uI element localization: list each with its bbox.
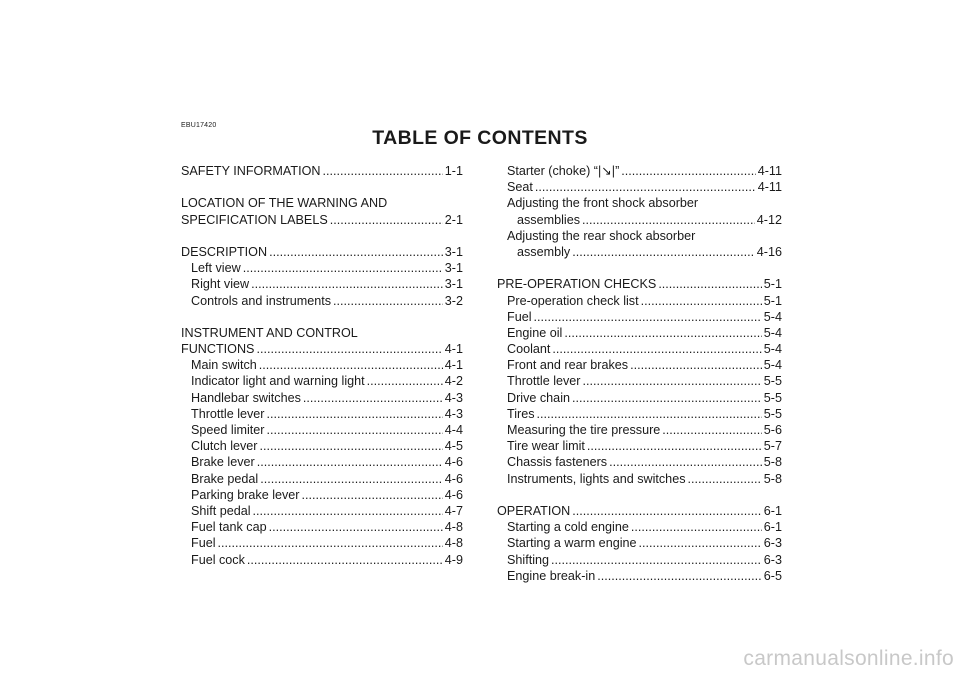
toc-entry-title: Brake pedal bbox=[191, 471, 259, 486]
document-code: EBU17420 bbox=[181, 122, 217, 129]
toc-dot-leader bbox=[535, 179, 756, 195]
toc-entry-title: Throttle lever bbox=[191, 406, 265, 421]
toc-section-entry[interactable] bbox=[181, 244, 463, 260]
toc-page-number: 5-5 bbox=[763, 390, 782, 405]
toc-page-number: 3-1 bbox=[444, 277, 463, 292]
toc-entry-title: Adjusting the front shock absorber bbox=[507, 196, 699, 211]
toc-page-number: 4-11 bbox=[757, 180, 782, 195]
toc-page-number: 4-1 bbox=[444, 358, 463, 373]
toc-dot-leader bbox=[269, 519, 443, 535]
toc-entry-title: DESCRIPTION bbox=[181, 244, 268, 259]
toc-dot-leader bbox=[243, 260, 443, 276]
toc-section-entry[interactable] bbox=[181, 341, 463, 357]
toc-section-entry[interactable] bbox=[497, 503, 782, 519]
toc-entry-title: FUNCTIONS bbox=[181, 342, 255, 357]
toc-entry-title: Front and rear brakes bbox=[507, 358, 629, 373]
toc-page-number: 4-7 bbox=[444, 503, 463, 518]
toc-entry[interactable] bbox=[497, 471, 782, 487]
toc-section-entry[interactable] bbox=[181, 325, 463, 341]
toc-entry[interactable] bbox=[497, 325, 782, 341]
toc-entry[interactable] bbox=[497, 309, 782, 325]
toc-dot-leader bbox=[256, 341, 442, 357]
toc-page-number: 4-8 bbox=[444, 536, 463, 551]
toc-entry-title: Fuel tank cap bbox=[191, 520, 267, 535]
toc-entry[interactable] bbox=[497, 195, 782, 211]
toc-page-number: 4-5 bbox=[444, 439, 463, 454]
toc-dot-leader bbox=[582, 212, 755, 228]
toc-entry[interactable] bbox=[181, 357, 463, 373]
toc-dot-leader bbox=[257, 454, 443, 470]
toc-page-number: 4-3 bbox=[444, 406, 463, 421]
toc-entry-title: SAFETY INFORMATION bbox=[181, 164, 321, 178]
toc-entry[interactable] bbox=[497, 438, 782, 454]
toc-page-number: 1-1 bbox=[444, 164, 463, 178]
toc-page-number: 4-16 bbox=[756, 244, 782, 259]
toc-entry-title: Drive chain bbox=[507, 390, 570, 405]
toc-dot-leader bbox=[630, 357, 762, 373]
toc-dot-leader bbox=[259, 357, 443, 373]
toc-entry[interactable] bbox=[181, 519, 463, 535]
toc-entry[interactable] bbox=[497, 454, 782, 470]
toc-entry-title: assemblies bbox=[517, 212, 580, 227]
toc-page-number: 4-6 bbox=[444, 471, 463, 486]
toc-page-number: 2-1 bbox=[444, 212, 463, 227]
toc-entry-title: Seat bbox=[507, 180, 533, 195]
toc-spacer bbox=[181, 179, 463, 195]
toc-entry-title: Controls and instruments bbox=[191, 293, 331, 308]
toc-entry-title: Indicator light and warning light bbox=[191, 374, 365, 389]
toc-dot-leader bbox=[537, 406, 762, 422]
toc-entry-title: Fuel bbox=[191, 536, 216, 551]
toc-entry[interactable] bbox=[497, 535, 782, 551]
toc-entry-title: OPERATION bbox=[497, 503, 571, 518]
toc-entry-title: Parking brake lever bbox=[191, 487, 300, 502]
toc-entry[interactable] bbox=[497, 422, 782, 438]
toc-dot-leader bbox=[658, 276, 761, 292]
toc-column-right bbox=[497, 163, 782, 584]
toc-entry-title: SPECIFICATION LABELS bbox=[181, 212, 328, 227]
toc-dot-leader bbox=[247, 552, 443, 568]
toc-entry-title: Handlebar switches bbox=[191, 390, 301, 405]
toc-section-entry[interactable] bbox=[181, 163, 463, 179]
toc-page-number: 4-12 bbox=[756, 212, 782, 227]
toc-dot-leader bbox=[564, 325, 761, 341]
toc-entry-title: Starting a cold engine bbox=[507, 520, 629, 535]
toc-spacer bbox=[497, 487, 782, 503]
toc-dot-leader bbox=[260, 471, 443, 487]
toc-dot-leader bbox=[367, 373, 443, 389]
toc-entry[interactable] bbox=[497, 293, 782, 309]
toc-page-number: 5-7 bbox=[763, 439, 782, 454]
toc-dot-leader bbox=[688, 471, 762, 487]
toc-page-number: 5-5 bbox=[763, 374, 782, 389]
toc-entry[interactable] bbox=[181, 454, 463, 470]
toc-page-number: 5-1 bbox=[763, 293, 782, 308]
toc-page-number: 3-2 bbox=[444, 293, 463, 308]
toc-page-number: 5-1 bbox=[763, 277, 782, 292]
toc-entry-title: Clutch lever bbox=[191, 439, 258, 454]
toc-entry[interactable] bbox=[181, 535, 463, 551]
toc-entry-title: Left view bbox=[191, 261, 241, 276]
toc-entry-title: LOCATION OF THE WARNING AND bbox=[181, 196, 388, 211]
toc-entry[interactable] bbox=[497, 341, 782, 357]
toc-entry-title: Tires bbox=[507, 406, 535, 421]
toc-entry-title: Measuring the tire pressure bbox=[507, 423, 661, 437]
toc-entry-title: Throttle lever bbox=[507, 374, 581, 389]
toc-entry-title: Speed limiter bbox=[191, 423, 265, 437]
toc-entry[interactable] bbox=[497, 179, 782, 195]
toc-page-number: 4-11 bbox=[757, 164, 782, 178]
toc-dot-leader bbox=[572, 244, 755, 260]
page-title: TABLE OF CONTENTS bbox=[372, 127, 588, 149]
toc-page-number: 6-3 bbox=[763, 536, 782, 551]
toc-page-number: 5-4 bbox=[763, 309, 782, 324]
toc-dot-leader bbox=[333, 293, 443, 309]
toc-dot-leader bbox=[552, 341, 761, 357]
toc-entry-title: assembly bbox=[517, 244, 571, 259]
toc-spacer bbox=[181, 228, 463, 244]
toc-entry[interactable] bbox=[181, 471, 463, 487]
toc-entry[interactable] bbox=[181, 406, 463, 422]
toc-entry-title: Pre-operation check list bbox=[507, 293, 639, 308]
toc-entry-title: Fuel bbox=[507, 309, 532, 324]
watermark: carmanualsonline.info bbox=[743, 647, 954, 670]
toc-page-number: 4-6 bbox=[444, 487, 463, 502]
toc-dot-leader bbox=[572, 503, 762, 519]
toc-section-entry[interactable] bbox=[181, 212, 463, 228]
toc-entry[interactable] bbox=[181, 422, 463, 438]
toc-dot-leader bbox=[303, 390, 443, 406]
toc-dot-leader bbox=[583, 373, 762, 389]
toc-entry-title: Instruments, lights and switches bbox=[507, 471, 686, 486]
toc-entry-title: Fuel cock bbox=[191, 552, 245, 567]
toc-entry-title: Chassis fasteners bbox=[507, 455, 608, 470]
toc-entry[interactable] bbox=[497, 390, 782, 406]
toc-page-number: 4-1 bbox=[444, 342, 463, 357]
toc-entry[interactable] bbox=[181, 503, 463, 519]
toc-dot-leader bbox=[641, 293, 762, 309]
toc-dot-leader bbox=[572, 390, 762, 406]
toc-dot-leader bbox=[322, 163, 442, 179]
toc-entry[interactable] bbox=[497, 373, 782, 389]
toc-dot-leader bbox=[218, 535, 443, 551]
toc-dot-leader bbox=[534, 309, 762, 325]
toc-entry-title: PRE-OPERATION CHECKS bbox=[497, 277, 657, 292]
toc-entry[interactable] bbox=[181, 373, 463, 389]
toc-page-number: 3-1 bbox=[444, 244, 463, 259]
toc-page-number: 4-8 bbox=[444, 520, 463, 535]
toc-entry[interactable] bbox=[181, 390, 463, 406]
toc-section-entry[interactable] bbox=[497, 276, 782, 292]
toc-spacer bbox=[497, 260, 782, 276]
toc-dot-leader bbox=[302, 487, 443, 503]
toc-dot-leader bbox=[609, 454, 762, 470]
toc-entry-title: Right view bbox=[191, 277, 250, 292]
toc-entry-title: Adjusting the rear shock absorber bbox=[507, 228, 696, 243]
toc-page-number: 5-8 bbox=[763, 455, 782, 470]
toc-entry-title: Starting a warm engine bbox=[507, 536, 637, 551]
toc-entry[interactable] bbox=[497, 568, 782, 584]
toc-entry[interactable] bbox=[181, 276, 463, 292]
toc-entry-title: Coolant bbox=[507, 342, 551, 357]
toc-dot-leader bbox=[251, 276, 443, 292]
toc-page-number: 4-4 bbox=[444, 423, 463, 437]
toc-entry[interactable] bbox=[181, 487, 463, 503]
toc-column-left bbox=[181, 163, 463, 568]
toc-entry[interactable] bbox=[497, 357, 782, 373]
toc-page-number: 4-6 bbox=[444, 455, 463, 470]
toc-dot-leader bbox=[267, 406, 443, 422]
toc-entry[interactable] bbox=[497, 163, 782, 179]
toc-dot-leader bbox=[662, 422, 762, 438]
toc-page-number: 6-5 bbox=[763, 568, 782, 583]
toc-entry[interactable] bbox=[181, 438, 463, 454]
toc-page-number: 4-2 bbox=[444, 374, 463, 389]
toc-dot-leader bbox=[597, 568, 762, 584]
toc-entry-title: INSTRUMENT AND CONTROL bbox=[181, 325, 358, 340]
toc-entry[interactable] bbox=[497, 212, 782, 228]
toc-entry-title: Shift pedal bbox=[191, 503, 251, 518]
toc-dot-leader bbox=[639, 535, 762, 551]
toc-entry[interactable] bbox=[497, 244, 782, 260]
toc-entry[interactable] bbox=[497, 228, 782, 244]
toc-dot-leader bbox=[253, 503, 443, 519]
toc-entry-title: Starter (choke) “|↘|” bbox=[507, 164, 620, 178]
toc-page-number: 4-3 bbox=[444, 390, 463, 405]
toc-entry[interactable] bbox=[181, 293, 463, 309]
toc-entry-title: Engine oil bbox=[507, 325, 563, 340]
toc-entry-title: Tire wear limit bbox=[507, 439, 585, 454]
toc-dot-leader bbox=[269, 244, 443, 260]
toc-page-number: 5-4 bbox=[763, 325, 782, 340]
toc-dot-leader bbox=[631, 519, 762, 535]
toc-page-number: 5-4 bbox=[763, 358, 782, 373]
toc-dot-leader bbox=[330, 212, 443, 228]
toc-section-entry[interactable] bbox=[181, 195, 463, 211]
toc-entry[interactable] bbox=[497, 552, 782, 568]
toc-page-number: 5-6 bbox=[763, 423, 782, 437]
toc-dot-leader bbox=[267, 422, 443, 438]
toc-entry-title: Main switch bbox=[191, 358, 257, 373]
toc-spacer bbox=[181, 309, 463, 325]
toc-page-number: 6-1 bbox=[763, 520, 782, 535]
toc-page-number: 6-3 bbox=[763, 552, 782, 567]
toc-entry-title: Engine break-in bbox=[507, 568, 596, 583]
toc-page-number: 5-8 bbox=[763, 471, 782, 486]
toc-entry[interactable] bbox=[497, 519, 782, 535]
toc-page-number: 5-5 bbox=[763, 406, 782, 421]
toc-page-number: 6-1 bbox=[763, 503, 782, 518]
toc-entry[interactable] bbox=[181, 260, 463, 276]
toc-entry[interactable] bbox=[497, 406, 782, 422]
toc-dot-leader bbox=[260, 438, 443, 454]
toc-entry-title: Brake lever bbox=[191, 455, 255, 470]
toc-entry-title: Shifting bbox=[507, 552, 550, 567]
toc-dot-leader bbox=[587, 438, 762, 454]
toc-dot-leader bbox=[551, 552, 762, 568]
toc-page-number: 4-9 bbox=[444, 552, 463, 567]
toc-entry[interactable] bbox=[181, 552, 463, 568]
toc-dot-leader bbox=[621, 163, 755, 179]
toc-page-number: 3-1 bbox=[444, 261, 463, 276]
toc-page-number: 5-4 bbox=[763, 342, 782, 357]
